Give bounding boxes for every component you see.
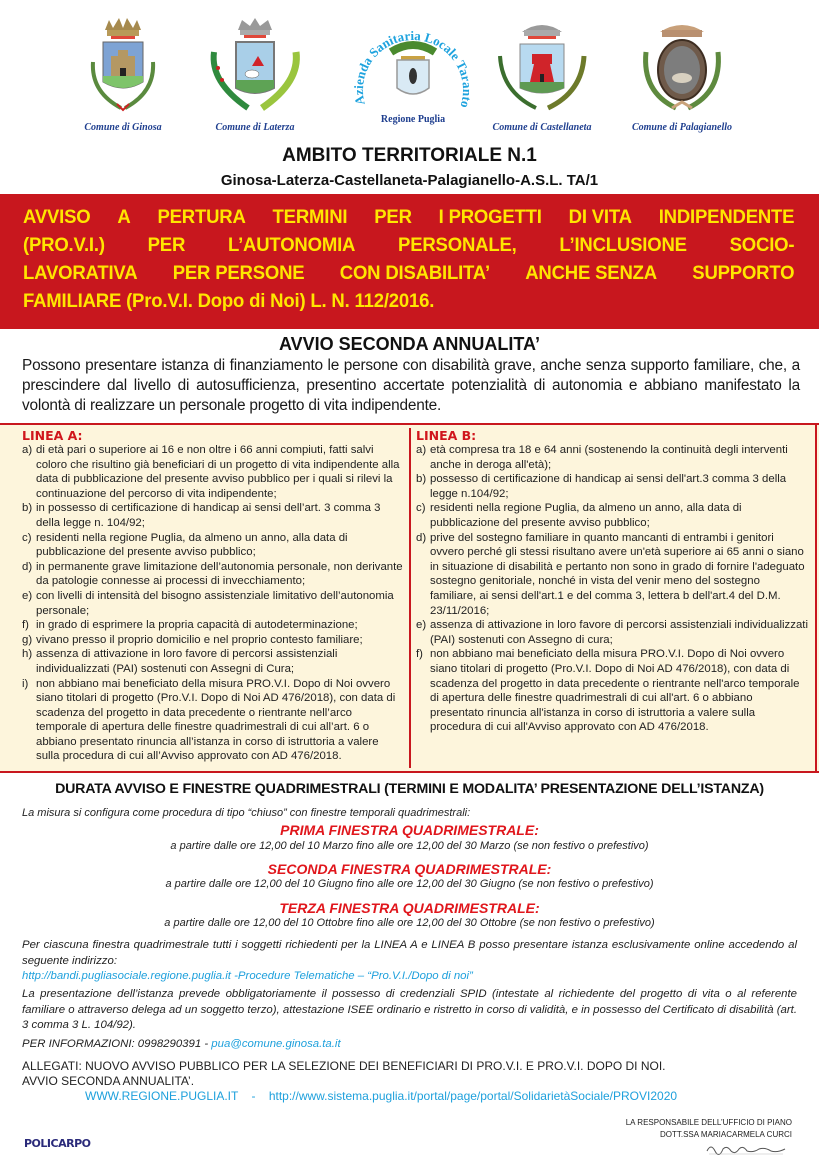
logo-asl-taranto [345, 4, 480, 132]
info-label: PER INFORMAZIONI: 0998290391 - [22, 1038, 212, 1050]
item-label: g) [22, 633, 33, 646]
list-item [22, 531, 405, 560]
banner-word: FAMILIARE (Pro.V.I. Dopo di Noi) L. N. 112/2016. [23, 290, 435, 312]
banner-line-3 [23, 259, 794, 287]
links-line [85, 1089, 677, 1103]
banner-word: PERTURA [157, 206, 246, 228]
logo-caption-laterza: Comune di Laterza [215, 122, 295, 133]
logo-caption-ginosa: Comune di Ginosa [84, 122, 162, 133]
responsabile-name: DOTT.SSA MARIACARMELA CURCI [659, 1129, 792, 1139]
list-item [22, 618, 405, 633]
coat-of-arms-castellaneta-icon [492, 12, 592, 120]
coat-of-arms-laterza-icon [200, 12, 310, 120]
finestra-1-desc: a partire dalle ore 12,00 del 10 Marzo fino alle ore 12,00 del 30 Marzo (se non festivo o prefestivo) [170, 840, 649, 852]
banner-line-2 [23, 231, 794, 259]
linea-b-heading: LINEA B: [416, 428, 477, 443]
coat-of-arms-palagianello-icon [632, 12, 732, 120]
list-item [22, 443, 405, 501]
logo-laterza [200, 12, 310, 133]
logo-palagianello [627, 12, 737, 133]
item-text: prive del sostegno familiare in quanto mancanti di entrambi i genitori ovvero perché gli stessi risultano avere un'età superiore ai 65 anni o siano in situazione di disabilità e pertanto non sono in grado di fornire l'adeguato sostegno genitoriale, nonché in vista del venir meno del sostegno familiare, ai sensi dell'art.1 e del comma 3, lettera b dell'art.4 del D.M. 23/11/2016; [430, 531, 805, 617]
allegati [22, 1059, 666, 1089]
info-line [22, 1037, 797, 1053]
online-paragraph [22, 938, 797, 985]
item-text: con livelli di intensità del bisogno assistenziale limitativo dell’autonomia personale; [36, 589, 394, 617]
item-label: c) [416, 502, 426, 515]
printer-logo: POLICARPO [24, 1137, 91, 1150]
list-item [22, 501, 405, 530]
logo-ginosa [68, 12, 178, 133]
item-label: b) [416, 473, 427, 486]
item-text: in permanente grave limitazione dell’autonomia personale, non derivante da patologie connesse ai processi di invecchiamento; [36, 560, 403, 588]
item-label: h) [22, 648, 33, 661]
list-item [416, 618, 808, 647]
item-label: f) [416, 648, 423, 661]
finestra-2-title: SECONDA FINESTRA QUADRIMESTRALE: [267, 861, 552, 877]
bandi-link[interactable]: http://bandi.pugliasociale.regione.puglia.it -Procedure Telematiche – “Pro.V.I./Dopo di noi” [22, 970, 473, 983]
logos-header [0, 0, 819, 140]
ambito-title: AMBITO TERRITORIALE N.1 [282, 145, 537, 166]
list-item [416, 443, 808, 472]
banner-word: I PROGETTI [438, 206, 542, 228]
spid-paragraph: La presentazione dell’istanza prevede obbligatoriamente il possesso di credenziali SPID (intestate al richiedente del progetto di vita o al referente familiare o attraverso delega ad un soggetto terzo), attestazione ISEE ordinario e ristretto in corso di validità, e in possesso del Certificato di disabilità (art. 3 comma 3 L. 104/92). [22, 988, 797, 1032]
list-item [416, 647, 808, 735]
item-text: non abbiano mai beneficiato della misura PRO.V.I. Dopo di Noi ovvero siano titolari di progetto (Pro.V.I. Dopo di Noi AD 476/2018), con data di scadenza del progetto in data precedente o rientrante nell’arco temporale di apertura delle finestre quadrimestrali di cui all’art. 6 o abbiano presentato rinuncia all’istanza in corso di istruttoria a valere sulla procedura di cui all’Avviso approvato con AD 476/2018. [36, 677, 396, 763]
signatory-block [626, 1117, 792, 1140]
banner-word: DI VITA [568, 206, 632, 228]
banner-word: SUPPORTO [692, 262, 795, 284]
coat-of-arms-ginosa-icon [83, 12, 163, 120]
linea-b-column [416, 428, 808, 735]
banner-word: SOCIO- [729, 234, 795, 256]
banner-word: A [117, 206, 131, 228]
sistema-puglia-link[interactable]: http://www.sistema.puglia.it/portal/page/portal/SolidarietàSociale/PROVI2020 [268, 1089, 678, 1103]
allegati-line-1: ALLEGATI: NUOVO AVVISO PUBBLICO PER LA SELEZIONE DEI BENEFICIARI DI PRO.V.I. E PRO.V.I. DOPO DI NOI. [22, 1059, 666, 1073]
item-text: assenza di attivazione in loro favore di percorsi assistenziali individualizzati (PAI) sostenuti con Assegno di cura; [430, 619, 808, 646]
item-label: c) [22, 531, 32, 544]
item-text: non abbiano mai beneficiato della misura PRO.V.I. Dopo di Noi ovvero siano titolari di progetto (Pro.V.I. Dopo di Noi AD 476/2018), con data di scadenza del progetto in data precedente o rientrante nell'arco temporale di apertura delle finestre quadrimestrali di cui all'art. 6 o abbiano presentato rinuncia all'istanza in corso di istruttoria a valere sulla procedura di cui all'Avviso approvato con AD 476/2018. [430, 648, 800, 734]
finestra-2-desc: a partire dalle ore 12,00 del 10 Giugno fino alle ore 12,00 del 30 Giugno (se non festivo o prefestivo) [165, 878, 654, 890]
banner-word: TERMINI [272, 206, 348, 228]
banner-word: LAVORATIVA [23, 262, 138, 284]
banner-word: PER PERSONE [172, 262, 305, 284]
asl-taranto-icon [347, 4, 479, 132]
banner-word: PER [147, 234, 186, 256]
signature-icon [705, 1141, 787, 1157]
item-label: e) [22, 589, 33, 602]
misura-text: La misura si configura come procedura di tipo “chiuso” con finestre temporali quadrimestrali: [22, 807, 471, 819]
banner-line-4 [23, 287, 794, 315]
column-divider [409, 428, 411, 768]
banner-word: L’INCLUSIONE [559, 234, 687, 256]
list-item [22, 560, 405, 589]
item-text: in possesso di certificazione di handicap ai sensi dell’art. 3 comma 3 della legge n. 104/92; [36, 502, 381, 529]
banner-word: PERSONALE, [398, 234, 517, 256]
banner-word: CON DISABILITA’ [339, 262, 490, 284]
item-label: b) [22, 502, 33, 515]
finestra-3-title: TERZA FINESTRA QUADRIMESTRALE: [279, 900, 540, 916]
responsabile-role: LA RESPONSABILE DELL’UFFICIO DI PIANO [625, 1118, 792, 1127]
list-item [22, 647, 405, 676]
list-item [416, 501, 808, 530]
banner-word: INDIPENDENTE [658, 206, 795, 228]
allegati-line-2: AVVIO SECONDA ANNUALITA’. [22, 1074, 195, 1088]
banner-word: (PRO.V.I.) [23, 234, 105, 256]
item-label: d) [416, 531, 427, 544]
list-item [22, 589, 405, 618]
item-label: d) [22, 560, 33, 573]
item-text: assenza di attivazione in loro favore di percorsi assistenziali individualizzati (PAI) sostenuti con Assegni di Cura; [36, 648, 338, 675]
item-label: a) [22, 444, 33, 456]
box-right-border [815, 425, 817, 771]
svg-text:Regione Puglia: Regione Puglia [380, 114, 445, 125]
finestra-3-desc: a partire dalle ore 12,00 del 10 Ottobre fino alle ore 12,00 del 30 Ottobre (se non festivo o prefestivo) [164, 917, 655, 929]
intro-paragraph: Possono presentare istanza di finanziamento le persone con disabilità grave, anche senza supporto familiare, che, a prescindere dal livello di autosufficienza, presentino accertate potenzialità di autonomia e abbiano manifestato la volontà di realizzare un personale progetto di vita indipendente. [22, 357, 800, 414]
item-text: residenti nella regione Puglia, da almeno un anno, alla data di pubblicazione del presente avviso pubblico; [430, 502, 742, 529]
online-text: Per ciascuna finestra quadrimestrale tutti i soggetti richiedenti per la LINEA A e LINEA B posso presentare istanza esclusivamente online accedendo al seguente indirizzo: [22, 939, 797, 967]
banner-word: ANCHE SENZA [525, 262, 657, 284]
linea-a-column [22, 428, 405, 764]
ambito-subtitle: Ginosa-Laterza-Castellaneta-Palagianello-A.S.L. TA/1 [220, 172, 599, 189]
regione-link[interactable]: WWW.REGIONE.PUGLIA.IT [85, 1089, 239, 1103]
item-text: possesso di certificazione di handicap ai sensi dell'art.3 comma 3 della legge n.104/92; [430, 473, 787, 500]
item-label: i) [22, 677, 29, 690]
list-item [416, 531, 808, 619]
banner-word: L’AUTONOMIA [227, 234, 356, 256]
item-text: residenti nella regione Puglia, da almeno un anno, alla data di pubblicazione del presente avviso pubblico; [36, 531, 348, 559]
banner-line-1 [23, 203, 794, 231]
avvio-title: AVVIO SECONDA ANNUALITA’ [278, 334, 540, 354]
durata-title: DURATA AVVISO E FINESTRE QUADRIMESTRALI (TERMINI E MODALITA’ PRESENTAZIONE DELL’ISTANZA) [55, 781, 764, 797]
item-text: in grado di esprimere la propria capacità di autodeterminazione; [36, 619, 358, 632]
banner-word: PER [374, 206, 412, 228]
banner-word: AVVISO [23, 206, 91, 228]
item-text: di età pari o superiore ai 16 e non oltre i 66 anni compiuti, fatti salvi coloro che risultino già beneficiari di un progetto di vita indipendente alla data di pubblicazione del presente avviso pubblico per i quali si rilevi la continuazione del percorso di vita indipendente; [36, 444, 400, 500]
logo-castellaneta [487, 12, 597, 133]
email-link[interactable]: pua@comune.ginosa.ta.it [211, 1038, 341, 1050]
logo-caption-castellaneta: Comune di Castellaneta [492, 122, 592, 133]
item-label: a) [416, 444, 427, 456]
list-item [416, 472, 808, 501]
link-separator: - [251, 1089, 256, 1103]
svg-text:Azienda Sanitaria Locale Taran: Azienda Sanitaria Locale Taranto [350, 27, 475, 110]
notice-banner [0, 194, 819, 329]
finestra-1-title: PRIMA FINESTRA QUADRIMESTRALE: [280, 822, 539, 838]
list-item [22, 633, 405, 648]
item-label: e) [416, 619, 427, 632]
list-item [22, 677, 405, 765]
item-text: vivano presso il proprio domicilio e nel proprio contesto familiare; [36, 633, 363, 646]
linea-a-heading: LINEA A: [22, 428, 83, 443]
item-label: f) [22, 619, 29, 632]
item-text: età compresa tra 18 e 64 anni (sostenendo la continuità degli interventi anche in deroga all'età); [430, 444, 788, 471]
logo-caption-palagianello: Comune di Palagianello [631, 122, 732, 133]
